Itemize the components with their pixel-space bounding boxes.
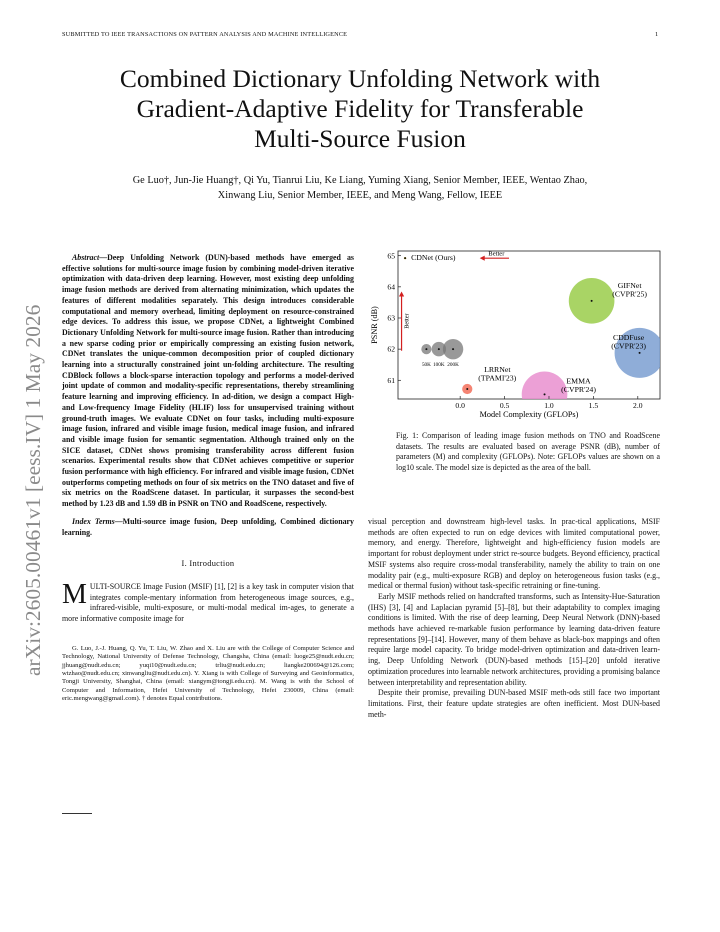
point-center xyxy=(591,300,593,302)
footnote-rule xyxy=(62,813,92,814)
abstract-label: Abstract xyxy=(72,253,100,262)
title-line: Gradient-Adaptive Fidelity for Transferable xyxy=(136,94,584,123)
plot-frame xyxy=(398,251,660,399)
point-label: (TPAMI'23) xyxy=(478,373,517,383)
abstract-text: —Deep Unfolding Network (DUN)-based methods have emerged as effective solutions for multi-source image fusion by combining model-driven iterative optimization with data-driven deep learning. However, most existing deep unfolding image fusion methods are derived from alternating minimization, which updates the features of different modalities separately. This design introduces considerable computational and memory overhead, limiting deployment on resource-constrained edge devices. To address this issue, we propose CDNet, a lightweight Combined Dictionary Unfolding Network for multi-source image fusion. Rather than introducing a new sparse coding prior or empirically compressing an existing fusion network, CDNet translates the unique-common decomposition prior of coupled dictionary learning into a structurally constrained joint un-folding architecture. The resulting CDBlock follows a block-sparse interaction topology and performs a model-derived joint update of common and modality-specific representations, thereby streamlining feature learning and improving efficiency. In ad-dition, we design a compact High- and Low-frequency Image Fidelity (HLIF) loss for unsupervised training without ground-truth images. We evaluate CDNet on four tasks, including multi-exposure image fusion, infrared and visible image fusion, medical image fusion, and infrared and visible image fusion for semantic segmentation. Although trained only on the SICE dataset, CDNet shows promising transferability across different fusion scenarios. Experimental results show that CDNet achieves competitive or superior fusion performance with high efficiency. For infrared and visible image fusion, CDNet outperforms competing methods on four of six metrics on the TNO dataset and five of six metrics on the RoadScene dataset. In particular, it surpasses the second-best method by 1.23 dB and 1.59 dB in PSNR on TNO and RoadScene, respectively. xyxy=(62,253,354,509)
drop-cap: M xyxy=(62,578,87,610)
abstract xyxy=(62,253,354,510)
size-legend-center xyxy=(452,348,454,350)
author-line: Ge Luo†, Jun-Jie Huang†, Qi Yu, Tianrui Liu, Ke Liang, Yuming Xiang, Senior Member, IEEE, Wentao Zhao, xyxy=(132,175,588,186)
title-line: Combined Dictionary Unfolding Network with xyxy=(119,64,601,93)
index-terms-label: Index Terms xyxy=(72,516,115,526)
y-tick-label: 62 xyxy=(387,344,395,354)
paper-title xyxy=(40,64,680,154)
x-tick-label: 1.5 xyxy=(588,401,599,410)
x-axis-label: Model Complexity (GFLOPs) xyxy=(479,410,579,419)
point-center xyxy=(639,352,641,354)
x-tick-label: 1.0 xyxy=(544,401,554,410)
point-label: (CVPR'25) xyxy=(612,289,647,299)
figure-scatter-chart xyxy=(366,245,662,423)
y-tick-label: 64 xyxy=(387,282,395,292)
body-paragraph: Early MSIF methods relied on handcrafted transforms, such as Intensity-Hue-Saturation (IHS) [3], [4] and Laplacian pyramid [5]–[8], but their adaptability to complex imaging conditions is limited. With the rise of deep learning, Deep Neural Network (DNN)-based methods have achieved re-markable fusion performance by learning data-driven feature representations [9]–[14]. However, many of them behave as black-box mappings and often require large model capacity. To bridge model-driven optimization and data-driven learn-ing, Deep Unfolding Network (DUN)-based methods [15]–[20] unfold iterative optimization procedures into learnable network architectures, providing a promising balance between interpretability and representation ability. xyxy=(368,591,660,687)
point-label: EMMA xyxy=(566,376,591,386)
point-label: (CVPR'23) xyxy=(611,341,646,351)
point-label: LRRNet xyxy=(484,365,511,375)
x-tick-label: 0.0 xyxy=(455,401,465,410)
better-x-label: Better xyxy=(488,250,505,258)
footnote xyxy=(62,645,354,704)
size-legend-center xyxy=(438,348,440,350)
intro-first-word: ULTI-SOURCE xyxy=(89,581,141,591)
body-paragraph: visual perception and downstream high-level tasks. In prac-tical applications, MSIF methods are often expected to run on edge devices with limited computational power, memory, and energy. Therefore, lightweight and high-efficiency fusion models are important for robust deployment under strict re-source budgets. Beyond efficiency, practical MSIF systems also require cross-modal transferability, namely the ability to train on one modality pair (e.g., multi-exposure RGB) and deploy on heterogeneous fusion tasks (e.g., medical or thermal fusion) without task-specific retraining or fine-tuning. xyxy=(368,517,660,591)
author-line: Xinwang Liu, Senior Member, IEEE, and Meng Wang, Fellow, IEEE xyxy=(217,190,503,201)
author-list xyxy=(52,173,668,203)
point-label: (CVPR'24) xyxy=(561,384,596,394)
body-paragraph: Despite their promise, prevailing DUN-based MSIF meth-ods still face two important limitations. First, their feature update strategies are often inefficient. Most DUN-based meth- xyxy=(368,688,660,719)
footnote-affiliation: G. Luo, J.-J. Huang, Q. Yu, T. Liu, W. Zhao and X. Liu are with the College of Computer Science and Technology, National University of Defense Technology, Changsha, China (email: luoge25@nudt.edu.cn; jjhuang@nudt.edu.cn; yuqi10@nudt.edu.cn; trliu@nudt.edu.cn; liangke200694@126.com; wtzhao@nudt.edu.cn; xinwangliu@nudt.edu.cn). Y. Xiang is with College of Surveying and Geoinformatics, Tongji University, Shanghai, China (email: xiangym@tongji.edu.cn). M. Wang is with the School of Computer and Information, Hefei University of Technology, Hefei 230009, China (email: eric.mengwang@gmail.com). † denotes Equal contributions. xyxy=(62,644,354,703)
page-number: 1 xyxy=(655,31,659,38)
arxiv-identifier: arXiv:2605.00461v1 [eess.IV] 1 May 2026 xyxy=(21,304,45,676)
point-label: CDNet (Ours) xyxy=(411,253,456,263)
point-center xyxy=(466,388,468,390)
size-legend-center xyxy=(425,348,427,350)
y-tick-label: 63 xyxy=(387,313,395,323)
running-head: SUBMITTED TO IEEE TRANSACTIONS ON PATTERN ANALYSIS AND MACHINE INTELLIGENCE xyxy=(62,31,348,38)
size-legend-label: 50K xyxy=(421,362,431,369)
left-column xyxy=(62,253,354,704)
y-tick-label: 61 xyxy=(387,375,395,385)
index-terms xyxy=(62,517,354,538)
better-y-arrowhead xyxy=(399,292,404,297)
x-tick-label: 0.5 xyxy=(499,401,510,410)
title-line: Multi-Source Fusion xyxy=(254,124,466,153)
size-legend-label: 100K xyxy=(433,362,445,369)
figure-caption: Fig. 1: Comparison of leading image fusion methods on TNO and RoadScene datasets. The results are evaluated based on average PSNR (dB), number of parameters (M) and complexity (GFLOPs). Note: GFLOPs values are shown on a log10 scale. The model size is depicted as the area of the ball. xyxy=(396,431,660,473)
size-legend-label: 200K xyxy=(447,362,459,369)
y-tick-label: 65 xyxy=(387,251,395,261)
y-axis-label: PSNR (dB) xyxy=(370,306,379,344)
intro-text: Image Fusion (MSIF) [1], [2] is a key task in computer vision that integrates comple-mentary information from heterogeneous image sources, e.g., infrared-visible, multi-exposure, or multi-modal medical im-ages, to generate a more informative composite image for xyxy=(62,581,354,624)
point-label: GIFNet xyxy=(617,280,642,290)
section-heading: I. Introduction xyxy=(181,559,235,569)
point-center xyxy=(544,393,546,395)
intro-paragraph xyxy=(62,578,354,625)
x-tick-label: 2.0 xyxy=(633,401,643,410)
better-x-arrowhead xyxy=(480,256,485,261)
better-y-label: Better xyxy=(403,313,411,329)
arxiv-stamp xyxy=(8,252,50,678)
index-terms-text: —Multi-source image fusion, Deep unfolding, Combined dictionary learning. xyxy=(62,516,354,537)
point-label: CDDFuse xyxy=(612,332,645,342)
point-center xyxy=(404,257,406,259)
right-column xyxy=(368,517,660,720)
